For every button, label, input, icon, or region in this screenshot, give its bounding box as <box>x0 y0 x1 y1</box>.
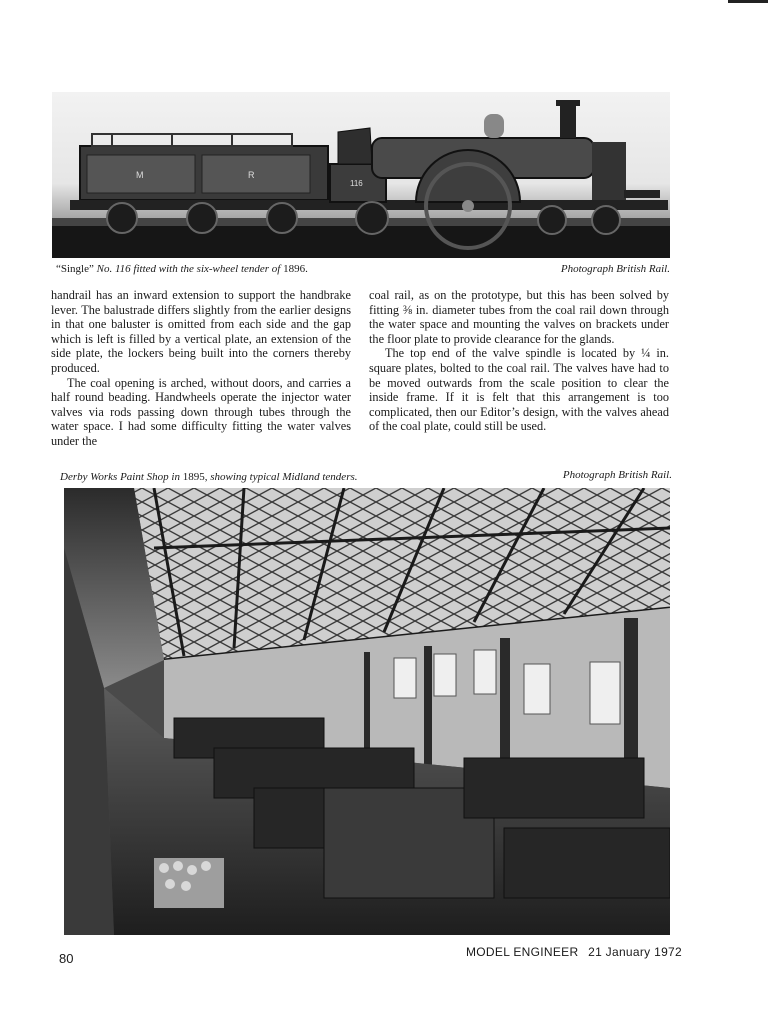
right-paragraph-1: coal rail, as on the prototype, but this has been solved by fitting ⅜ in. diameter tubes from the coal rail down through the water space and mounting the valves on brackets under the floor plate to provide clearance for the glands. <box>369 288 669 346</box>
issue-date: 21 January 1972 <box>588 945 682 959</box>
left-paragraph-2: The coal opening is arched, without doors, and carries a half round beading. Handwheels operate the injector water valves via rods passing down through tubes through the water space. I had some difficulty fitting the water valves under the <box>51 375 351 448</box>
scan-edge-mark <box>728 0 768 3</box>
top-photo-caption: “Single” No. 116 fitted with the six-wheel tender of 1896. <box>56 263 308 275</box>
bottom-photo-caption: Derby Works Paint Shop in 1895, showing typical Midland tenders. <box>60 471 358 483</box>
publication-name: MODEL ENGINEER <box>466 945 579 959</box>
top-photo-credit: Photograph British Rail. <box>560 263 670 275</box>
engine-number: 116 <box>350 179 363 188</box>
right-paragraph-2: The top end of the valve spindle is located by ¼ in. square plates, bolted to the coal rail. The valves have had to be moved outwards from the scale position to clear the inside frame. If it is felt that this arrangement is too complicated, then our Editor’s design, with the valves ahead of the coal plate, could still be used. <box>369 346 669 434</box>
tender-letter-r: R <box>248 170 255 180</box>
tender-letter-m: M <box>136 170 144 180</box>
left-column <box>51 288 351 449</box>
bottom-photo-credit: Photograph British Rail. <box>562 469 672 481</box>
locomotive-photo <box>52 92 670 258</box>
left-paragraph-1: handrail has an inward extension to support the handbrake lever. The balustrade differs slightly from the earlier designs in that one baluster is omitted from each side and the gap which is left is filled by a vertical plate, an extension of the side plate, the lockers being built into the corners thereby produced. <box>51 288 351 375</box>
page-number: 80 <box>59 951 74 966</box>
right-column <box>369 288 669 434</box>
running-footer <box>466 945 682 959</box>
paint-shop-photo <box>64 488 670 935</box>
